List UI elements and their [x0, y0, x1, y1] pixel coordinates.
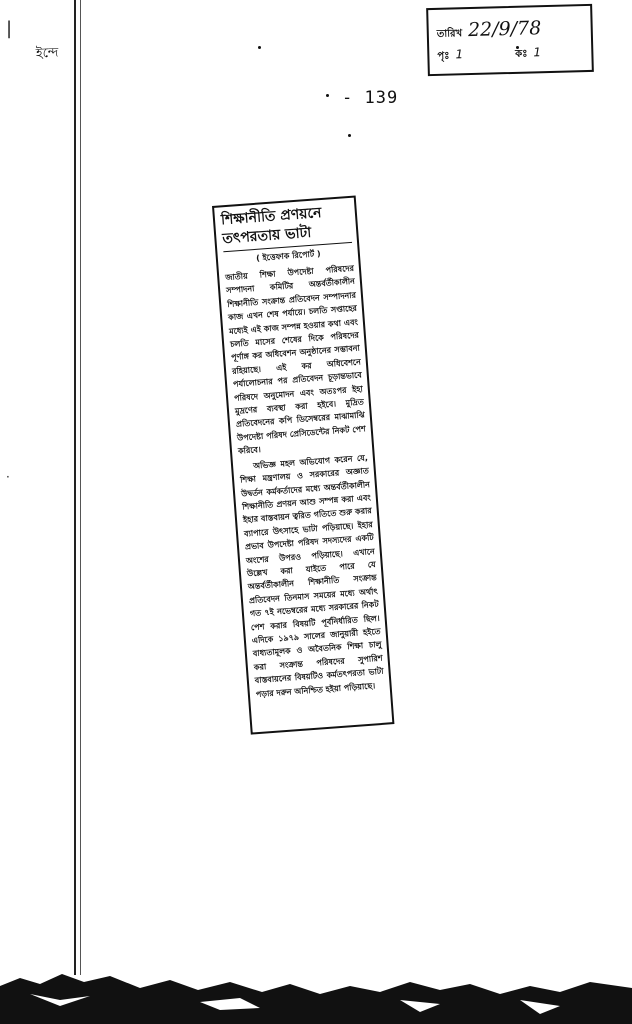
stamp-column-value: 1	[533, 45, 542, 60]
clipping-byline: ( ইত্তেফাক রিপোর্ট )	[255, 249, 321, 263]
ink-speck	[326, 94, 329, 97]
ink-speck	[258, 46, 261, 49]
ink-speck	[348, 134, 351, 137]
stamp-page-row	[437, 45, 541, 66]
stamp-column-label: কঃ	[514, 48, 528, 60]
torn-bottom-edge	[0, 964, 632, 1024]
margin-note: ইন্দে	[35, 45, 59, 62]
clipping-headline-line1: শিক্ষানীতি প্রণয়নে	[220, 205, 322, 229]
page-number-value: 139	[364, 88, 399, 108]
binding-rule-thin	[80, 0, 81, 975]
stamp-date-value: 22/9/78	[467, 17, 542, 42]
page-number-dash: -	[342, 88, 365, 108]
clipping-headline-line2: তৎপরতায় ভাটা	[221, 224, 312, 248]
edge-mark: |	[6, 18, 13, 39]
clipping-headline	[220, 202, 352, 252]
newspaper-clipping	[212, 195, 394, 734]
stamp-date-row	[436, 17, 541, 44]
binding-rule	[74, 0, 76, 975]
clipping-paragraph: অভিজ্ঞ মহল অভিযোগ করেন যে, শিক্ষা মন্ত্রণালয় ও সরকারের অজ্ঞাত উদ্বর্তন কর্মকর্তাদের মধ্যে অন্তর্বর্তীকালীন শিক্ষানীতি প্রণয়ন আশু সম্পন্ন করা এবং ইহার বাস্তবায়ন ত্বরিত গতিতে শুরু করার ব্যাপারে উৎসাহে ভাটা পড়িয়াছে। ইহার প্রভাব উপদেষ্টা পরিষদ সদস্যদের একটি অংশের উপরও পড়িয়াছে। এখানে উল্লেখ করা যাইতে পারে যে অন্তর্বর্তীকালীন শিক্ষানীতি সংক্রান্ত প্রতিবেদন তিনমাস সময়ের মধ্যে অর্থাৎ গত ৭ই নভেম্বরের মধ্যে সরকারের নিকট পেশ করার বিষয়টি পূর্বনির্ধারিত ছিল। এদিকে ১৯৭৯ সালের জানুয়ারী হইতে বাধ্যতামূলক ও অবৈতনিক শিক্ষা চালু করা সংক্রান্ত পরিষদের সুপারিশ বাস্তবায়নের বিষয়টিও কর্মতৎপরতা ভাটা পড়ার দরুন অনিশ্চিত হইয়া পড়িয়াছে।	[239, 452, 384, 699]
stamp-page-value: 1	[455, 47, 464, 62]
date-stamp	[426, 4, 594, 76]
edge-mark-small: ·	[6, 470, 10, 484]
stamp-date-label: তারিখ	[436, 28, 463, 40]
page-number	[342, 88, 398, 108]
clipping-paragraph: জাতীয় শিক্ষা উপদেষ্টা পরিষদের সম্পাদনা কমিটির অন্তর্বর্তীকালীন শিক্ষানীতি সংক্রান্ত প্রতিবেদন সম্পাদনার কাজ এখন শেষ পর্যায়ে। চলতি সপ্তাহের মধ্যেই এই কাজ সম্পন্ন হওয়ার কথা এবং চলতি মাসের শেষের দিকে পরিষদের পূর্ণাঙ্গ কর অধিবেশন অনুষ্ঠানের সম্ভাবনা রহিয়াছে। এই কর অধিবেশনে পর্যালোচনার পর প্রতিবেদন চূড়ান্তভাবে পরিষদে অনুমোদন এবং অতঃপর ইহা মুদ্রণের ব্যবস্থা করা হইবে। মুদ্রিত প্রতিবেদনের কপি ডিসেম্বরের মাঝামাঝি উপদেষ্টা পরিষদ প্রেসিডেন্টের নিকট পেশ করিবে।	[224, 263, 367, 457]
stamp-page-label: পৃঃ	[437, 50, 450, 62]
